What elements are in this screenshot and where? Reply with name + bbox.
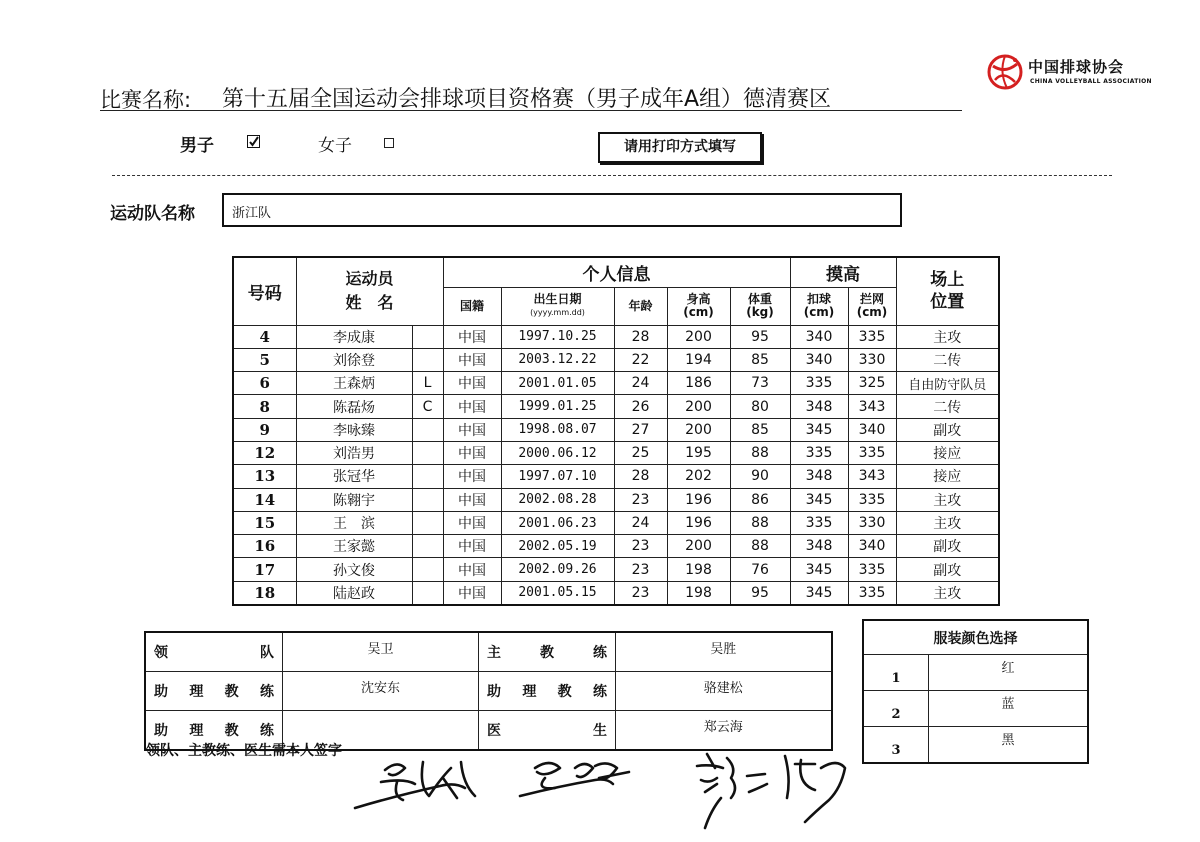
player-block: 330 — [848, 511, 896, 534]
header-spike — [790, 287, 848, 325]
header-number: 号码 — [233, 257, 296, 325]
staff-role: 助理教练 — [145, 672, 283, 711]
player-spike: 335 — [790, 441, 848, 464]
player-age: 24 — [614, 372, 667, 395]
female-label: 女子 — [318, 136, 352, 156]
player-birth: 2002.09.26 — [501, 558, 614, 581]
handwritten-signatures — [345, 738, 885, 838]
player-weight: 85 — [730, 348, 790, 371]
player-spike: 345 — [790, 488, 848, 511]
player-number: 8 — [233, 395, 296, 418]
player-mark — [412, 581, 443, 605]
header-height-label: 身高 — [686, 292, 711, 306]
player-age: 23 — [614, 581, 667, 605]
player-height: 198 — [667, 581, 730, 605]
player-nationality: 中国 — [443, 372, 501, 395]
header-athlete — [296, 257, 443, 325]
uniform-option[interactable] — [863, 691, 1088, 727]
player-spike: 348 — [790, 535, 848, 558]
player-position: 主攻 — [896, 325, 999, 348]
player-mark — [412, 535, 443, 558]
player-number: 16 — [233, 535, 296, 558]
player-height: 195 — [667, 441, 730, 464]
player-age: 23 — [614, 558, 667, 581]
player-height: 196 — [667, 511, 730, 534]
logo-name: 中国排球协会 — [1028, 58, 1125, 76]
player-birth: 2002.05.19 — [501, 535, 614, 558]
roster-body — [233, 325, 999, 605]
player-nationality: 中国 — [443, 488, 501, 511]
uniform-color: 黑 — [929, 727, 1089, 764]
player-height: 200 — [667, 325, 730, 348]
table-row — [233, 348, 999, 371]
staff-row — [145, 672, 832, 711]
header-reach: 摸高 — [790, 257, 896, 287]
table-row — [233, 441, 999, 464]
player-nationality: 中国 — [443, 535, 501, 558]
table-row — [233, 535, 999, 558]
player-spike: 348 — [790, 395, 848, 418]
header-birth — [501, 287, 614, 325]
player-nationality: 中国 — [443, 395, 501, 418]
player-mark: L — [412, 372, 443, 395]
player-name: 陈翱宇 — [296, 488, 412, 511]
header-block-label: 拦网 — [859, 292, 884, 306]
player-age: 23 — [614, 488, 667, 511]
player-mark — [412, 325, 443, 348]
header-height — [667, 287, 730, 325]
table-row — [233, 511, 999, 534]
player-weight: 80 — [730, 395, 790, 418]
player-weight: 90 — [730, 465, 790, 488]
player-number: 4 — [233, 325, 296, 348]
player-age: 26 — [614, 395, 667, 418]
player-position: 主攻 — [896, 581, 999, 605]
player-height: 186 — [667, 372, 730, 395]
table-row — [233, 465, 999, 488]
player-name: 王森炳 — [296, 372, 412, 395]
uniform-index: 2 — [863, 691, 929, 727]
header-block — [848, 287, 896, 325]
staff-row — [145, 632, 832, 672]
player-number: 18 — [233, 581, 296, 605]
player-nationality: 中国 — [443, 465, 501, 488]
header-block-unit: (cm) — [856, 305, 888, 319]
player-birth: 1997.07.10 — [501, 465, 614, 488]
staff-value[interactable]: 骆建松 — [616, 672, 832, 711]
uniform-title: 服装颜色选择 — [863, 620, 1088, 655]
player-nationality: 中国 — [443, 441, 501, 464]
player-weight: 76 — [730, 558, 790, 581]
header-position-line1: 场上 — [930, 270, 965, 291]
header-athlete-line1: 运动员 — [345, 269, 394, 289]
player-name: 陈磊炀 — [296, 395, 412, 418]
player-weight: 95 — [730, 325, 790, 348]
header-position — [896, 257, 999, 325]
volleyball-emblem-icon — [985, 52, 1025, 92]
table-row — [233, 395, 999, 418]
player-block: 335 — [848, 558, 896, 581]
player-height: 200 — [667, 535, 730, 558]
uniform-color: 红 — [929, 655, 1089, 691]
header-nationality: 国籍 — [443, 287, 501, 325]
player-mark — [412, 418, 443, 441]
player-height: 196 — [667, 488, 730, 511]
staff-role: 助理教练 — [145, 711, 283, 751]
team-name-value: 浙江队 — [232, 206, 272, 221]
uniform-index: 1 — [863, 655, 929, 691]
player-spike: 345 — [790, 418, 848, 441]
player-age: 22 — [614, 348, 667, 371]
player-block: 335 — [848, 441, 896, 464]
player-block: 335 — [848, 581, 896, 605]
player-height: 194 — [667, 348, 730, 371]
player-age: 28 — [614, 465, 667, 488]
player-age: 28 — [614, 325, 667, 348]
uniform-color-table — [862, 619, 1089, 764]
player-weight: 86 — [730, 488, 790, 511]
table-row — [233, 558, 999, 581]
player-nationality: 中国 — [443, 511, 501, 534]
roster-table — [232, 256, 1000, 606]
staff-table — [144, 631, 833, 751]
player-age: 23 — [614, 535, 667, 558]
player-mark: C — [412, 395, 443, 418]
player-position: 主攻 — [896, 511, 999, 534]
player-birth: 1998.08.07 — [501, 418, 614, 441]
header-athlete-line2: 姓 名 — [345, 293, 394, 313]
title-underline — [100, 110, 962, 111]
header-personal-info: 个人信息 — [443, 257, 790, 287]
table-row — [233, 488, 999, 511]
player-block: 340 — [848, 535, 896, 558]
player-name: 王 滨 — [296, 511, 412, 534]
player-position: 副攻 — [896, 558, 999, 581]
player-number: 6 — [233, 372, 296, 395]
player-number: 13 — [233, 465, 296, 488]
match-name: 第十五届全国运动会排球项目资格赛（男子成年A组）德清赛区 — [222, 87, 832, 112]
table-row — [233, 325, 999, 348]
player-weight: 85 — [730, 418, 790, 441]
player-weight: 73 — [730, 372, 790, 395]
uniform-option[interactable] — [863, 655, 1088, 691]
match-label: 比赛名称: — [100, 88, 192, 112]
player-block: 343 — [848, 465, 896, 488]
player-birth: 2002.08.28 — [501, 488, 614, 511]
player-position: 二传 — [896, 348, 999, 371]
header-weight — [730, 287, 790, 325]
player-number: 9 — [233, 418, 296, 441]
player-weight: 88 — [730, 441, 790, 464]
player-spike: 340 — [790, 325, 848, 348]
player-mark — [412, 511, 443, 534]
player-birth: 2000.06.12 — [501, 441, 614, 464]
player-name: 王家懿 — [296, 535, 412, 558]
check-mark-icon — [248, 136, 259, 147]
player-block: 325 — [848, 372, 896, 395]
player-name: 孙文俊 — [296, 558, 412, 581]
player-spike: 335 — [790, 372, 848, 395]
player-height: 200 — [667, 395, 730, 418]
player-number: 12 — [233, 441, 296, 464]
header-age: 年龄 — [614, 287, 667, 325]
player-spike: 348 — [790, 465, 848, 488]
staff-role: 医生 — [479, 711, 616, 751]
player-age: 24 — [614, 511, 667, 534]
table-row — [233, 581, 999, 605]
female-checkbox[interactable] — [384, 138, 394, 148]
team-label: 运动队名称 — [110, 204, 195, 224]
staff-role: 主教练 — [479, 632, 616, 672]
player-mark — [412, 441, 443, 464]
male-checkbox-checked-icon[interactable] — [247, 135, 260, 148]
uniform-color: 蓝 — [929, 691, 1089, 727]
header-weight-label: 体重 — [747, 292, 772, 306]
signature-note: 领队、主教练、医生需本人签字 — [146, 743, 342, 759]
player-number: 5 — [233, 348, 296, 371]
player-spike: 345 — [790, 558, 848, 581]
player-position: 接应 — [896, 465, 999, 488]
male-label: 男子 — [180, 136, 214, 156]
player-position: 二传 — [896, 395, 999, 418]
staff-value[interactable]: 沈安东 — [283, 672, 479, 711]
player-height: 202 — [667, 465, 730, 488]
player-name: 刘浩男 — [296, 441, 412, 464]
player-spike: 345 — [790, 581, 848, 605]
player-name: 刘徐登 — [296, 348, 412, 371]
player-number: 14 — [233, 488, 296, 511]
header-spike-unit: (cm) — [803, 305, 835, 319]
header-birth-format: (yyyy.mm.dd) — [530, 308, 585, 317]
player-mark — [412, 465, 443, 488]
player-name: 陆赵政 — [296, 581, 412, 605]
player-nationality: 中国 — [443, 418, 501, 441]
player-birth: 2001.05.15 — [501, 581, 614, 605]
table-row — [233, 372, 999, 395]
player-nationality: 中国 — [443, 325, 501, 348]
player-position: 主攻 — [896, 488, 999, 511]
player-position: 接应 — [896, 441, 999, 464]
player-nationality: 中国 — [443, 348, 501, 371]
player-spike: 340 — [790, 348, 848, 371]
header-height-unit: (cm) — [683, 305, 714, 319]
staff-role: 领 队 — [145, 632, 283, 672]
logo-subtitle: CHINA VOLLEYBALL ASSOCIATION — [1030, 78, 1152, 85]
player-mark — [412, 558, 443, 581]
table-row — [233, 418, 999, 441]
player-age: 25 — [614, 441, 667, 464]
player-height: 200 — [667, 418, 730, 441]
header-weight-unit: (kg) — [746, 305, 774, 319]
player-block: 335 — [848, 325, 896, 348]
player-position: 副攻 — [896, 418, 999, 441]
player-birth: 2003.12.22 — [501, 348, 614, 371]
player-birth: 1997.10.25 — [501, 325, 614, 348]
header-spike-label: 扣球 — [806, 292, 831, 306]
player-age: 27 — [614, 418, 667, 441]
player-name: 张冠华 — [296, 465, 412, 488]
player-weight: 95 — [730, 581, 790, 605]
header-position-line2: 位置 — [930, 292, 965, 313]
player-birth: 2001.06.23 — [501, 511, 614, 534]
header-birth-label: 出生日期 — [533, 292, 582, 306]
player-birth: 2001.01.05 — [501, 372, 614, 395]
staff-value[interactable]: 吴卫 — [283, 632, 479, 672]
uniform-option[interactable] — [863, 727, 1088, 764]
player-name: 李成康 — [296, 325, 412, 348]
player-block: 340 — [848, 418, 896, 441]
player-position: 副攻 — [896, 535, 999, 558]
player-birth: 1999.01.25 — [501, 395, 614, 418]
player-number: 15 — [233, 511, 296, 534]
player-spike: 335 — [790, 511, 848, 534]
player-mark — [412, 488, 443, 511]
player-block: 343 — [848, 395, 896, 418]
player-weight: 88 — [730, 511, 790, 534]
staff-value[interactable]: 郑云海 — [616, 711, 832, 751]
player-block: 330 — [848, 348, 896, 371]
player-mark — [412, 348, 443, 371]
team-name-field[interactable] — [222, 193, 902, 227]
uniform-index: 3 — [863, 727, 929, 764]
player-weight: 88 — [730, 535, 790, 558]
staff-value[interactable]: 吴胜 — [616, 632, 832, 672]
player-nationality: 中国 — [443, 558, 501, 581]
dashed-divider — [112, 175, 1112, 176]
player-number: 17 — [233, 558, 296, 581]
player-nationality: 中国 — [443, 581, 501, 605]
player-height: 198 — [667, 558, 730, 581]
staff-role: 助理教练 — [479, 672, 616, 711]
player-name: 李咏臻 — [296, 418, 412, 441]
player-position: 自由防守队员 — [896, 372, 999, 395]
print-note: 请用打印方式填写 — [598, 132, 762, 163]
player-block: 335 — [848, 488, 896, 511]
